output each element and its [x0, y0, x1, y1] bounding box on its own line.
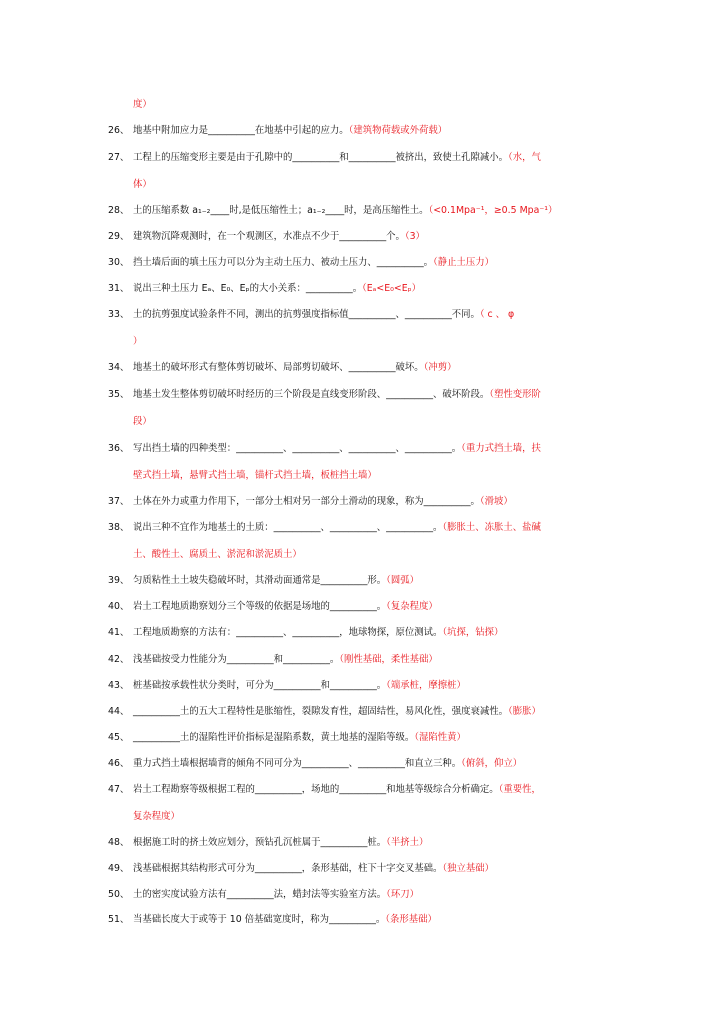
question-text: 说出三种不宜作为地基土的土质：__________、__________、__________。: [133, 522, 443, 533]
answer-text: （条形基础）: [385, 914, 437, 925]
question-line: [108, 308, 628, 322]
question-line: [108, 913, 628, 927]
question-text: 说出三种土压力 Eₐ、E₀、Eₚ的大小关系：__________。: [133, 283, 363, 294]
question-number: 33、: [108, 309, 130, 320]
question-line: [108, 888, 628, 902]
answer-text: 土、酸性土、腐质土、淤泥和淤泥质土）: [133, 549, 302, 560]
question-number: 28、: [108, 205, 130, 216]
question-text: __________土的五大工程特性是胀缩性，裂隙发育性，超固结性，易风化性，强度衰减性。: [133, 706, 509, 717]
question-text: 重力式挡土墙根据墙背的倾角不同可分为__________、__________和直立三种。: [133, 758, 462, 769]
question-text: 土的密实度试验方法有__________法，蜡封法等实验室方法。: [133, 889, 387, 900]
question-line: [108, 731, 628, 745]
question-number: 51、: [108, 914, 130, 925]
answer-text: （坑探，钻探）: [442, 627, 504, 638]
question-text: 地基中附加应力是__________在地基中引起的应力。: [133, 125, 349, 136]
question-line: [133, 415, 653, 429]
question-line: [108, 600, 628, 614]
answer-text: 段）: [133, 416, 152, 427]
answer-text: （端承桩，摩擦桩）: [386, 680, 466, 691]
question-number: 36、: [108, 443, 130, 454]
answer-text: （独立基础）: [442, 863, 494, 874]
question-number: 39、: [108, 575, 130, 586]
question-number: 27、: [108, 152, 130, 163]
answer-text: 壁式挡土墙，悬臂式挡土墙，锚杆式挡土墙，板桩挡土墙）: [133, 470, 377, 481]
answer-text: （膨胀土、冻胀土、盐碱: [442, 522, 541, 533]
question-text: 土的压缩系数 a₁₋₂____时,是低压缩性土；a₁₋₂____时，是高压缩性土。: [133, 205, 429, 216]
question-line: [108, 757, 628, 771]
answer-text: （ c 、 φ: [479, 309, 515, 320]
question-text: 挡土墙后面的填土压力可以分为主动土压力、被动土压力、__________。: [133, 257, 434, 268]
answer-text: （Eₐ<E₀<Eₚ）: [362, 283, 422, 294]
question-text: 工程地质勘察的方法有：__________、__________，地球物探，原位测试。: [133, 627, 443, 638]
question-line: [133, 548, 653, 562]
question-line: [133, 335, 653, 349]
question-line: [133, 98, 653, 112]
answer-text: （圆弧）: [386, 575, 419, 586]
question-line: [108, 862, 628, 876]
question-line: [108, 442, 628, 456]
question-number: 26、: [108, 125, 130, 136]
question-line: [108, 495, 628, 509]
answer-text: （水，气: [508, 152, 541, 163]
question-number: 47、: [108, 784, 130, 795]
question-number: 30、: [108, 257, 130, 268]
answer-text: （重力式挡土墙，扶: [461, 443, 541, 454]
question-line: [108, 230, 628, 244]
answer-text: （俯斜，仰立）: [461, 758, 523, 769]
question-text: __________土的湿陷性评价指标是湿陷系数，黄土地基的湿陷等级。: [133, 732, 415, 743]
question-text: 土的抗剪强度试验条件不同，测出的抗剪强度指标值__________、__________不同。: [133, 309, 480, 320]
question-number: 41、: [108, 627, 130, 638]
answer-text: （半挤土）: [386, 837, 429, 848]
question-number: 48、: [108, 837, 130, 848]
question-line: [108, 521, 628, 535]
question-line: [133, 469, 653, 483]
question-line: [108, 256, 628, 270]
question-line: [108, 124, 628, 138]
question-number: 50、: [108, 889, 130, 900]
answer-text: （重要性，: [498, 784, 541, 795]
question-text: 地基土发生整体剪切破坏时经历的三个阶段是直线变形阶段、__________、破坏阶段。: [133, 389, 490, 400]
question-line: [108, 282, 628, 296]
question-line: [108, 783, 628, 797]
question-number: 34、: [108, 362, 130, 373]
question-number: 29、: [108, 231, 130, 242]
answer-text: （膨胀）: [508, 706, 541, 717]
question-text: 匀质粘性土土坡失稳破坏时，其滑动面通常是__________形。: [133, 575, 387, 586]
question-line: [108, 626, 628, 640]
question-line: [108, 361, 628, 375]
answer-text: （建筑物荷载或外荷载）: [348, 125, 448, 136]
answer-text: （塑性变形阶: [489, 389, 541, 400]
question-line: [108, 574, 628, 588]
question-text: 土体在外力或重力作用下，一部分土相对另一部分土滑动的现象，称为__________。: [133, 496, 480, 507]
question-line: [108, 204, 628, 218]
question-number: 46、: [108, 758, 130, 769]
answer-text: （静止土压力）: [433, 257, 494, 268]
question-number: 49、: [108, 863, 130, 874]
question-line: [108, 705, 628, 719]
question-line: [133, 178, 653, 192]
question-number: 31、: [108, 283, 130, 294]
question-number: 45、: [108, 732, 130, 743]
question-text: 岩土工程勘察等级根据工程的__________，场地的__________和地基等级综合分析确定。: [133, 784, 499, 795]
question-text: 建筑物沉降观测时，在一个观测区，水准点不少于__________个。: [133, 231, 405, 242]
question-number: 38、: [108, 522, 130, 533]
answer-text: （环刀）: [386, 889, 419, 900]
answer-text: （复杂程度）: [386, 601, 438, 612]
question-number: 40、: [108, 601, 130, 612]
question-line: [133, 810, 653, 824]
answer-text: （3）: [404, 231, 425, 242]
question-number: 37、: [108, 496, 130, 507]
question-text: 地基土的破坏形式有整体剪切破坏、局部剪切破坏、__________破坏。: [133, 362, 424, 373]
question-text: 桩基础按承载性状分类时，可分为__________和__________。: [133, 680, 387, 691]
question-text: 当基础长度大于或等于 10 倍基础宽度时，称为__________。: [133, 914, 386, 925]
answer-text: （<0.1Mpa⁻¹，≥0.5 Mpa⁻¹）: [428, 205, 558, 216]
question-text: 工程上的压缩变形主要是由于孔隙中的__________和__________被挤出，致使土孔隙减小。: [133, 152, 509, 163]
question-line: [108, 653, 628, 667]
question-line: [108, 151, 628, 165]
question-line: [108, 836, 628, 850]
question-text: 浅基础按受力性能分为__________和__________。: [133, 654, 340, 665]
question-line: [108, 388, 628, 402]
question-text: 写出挡土墙的四种类型：__________、__________、__________、__________。: [133, 443, 462, 454]
answer-text: （滑坡）: [479, 496, 513, 507]
answer-text: ）: [133, 336, 143, 347]
answer-text: 体）: [133, 179, 152, 190]
question-text: 岩土工程地质勘察划分三个等级的依据是场地的__________。: [133, 601, 387, 612]
question-line: [108, 679, 628, 693]
answer-text: （湿陷性黄）: [414, 732, 466, 743]
question-text: 根据施工时的挤土效应划分，预钻孔沉桩属于__________桩。: [133, 837, 387, 848]
answer-text: 复杂程度）: [133, 811, 180, 822]
question-number: 42、: [108, 654, 130, 665]
question-number: 44、: [108, 706, 130, 717]
question-number: 35、: [108, 389, 130, 400]
answer-text: （冲剪）: [423, 362, 457, 373]
answer-text: 度）: [133, 99, 152, 110]
question-number: 43、: [108, 680, 130, 691]
answer-text: （刚性基础，柔性基础）: [339, 654, 438, 665]
question-text: 浅基础根据其结构形式可分为__________，条形基础，柱下十字交叉基础。: [133, 863, 443, 874]
